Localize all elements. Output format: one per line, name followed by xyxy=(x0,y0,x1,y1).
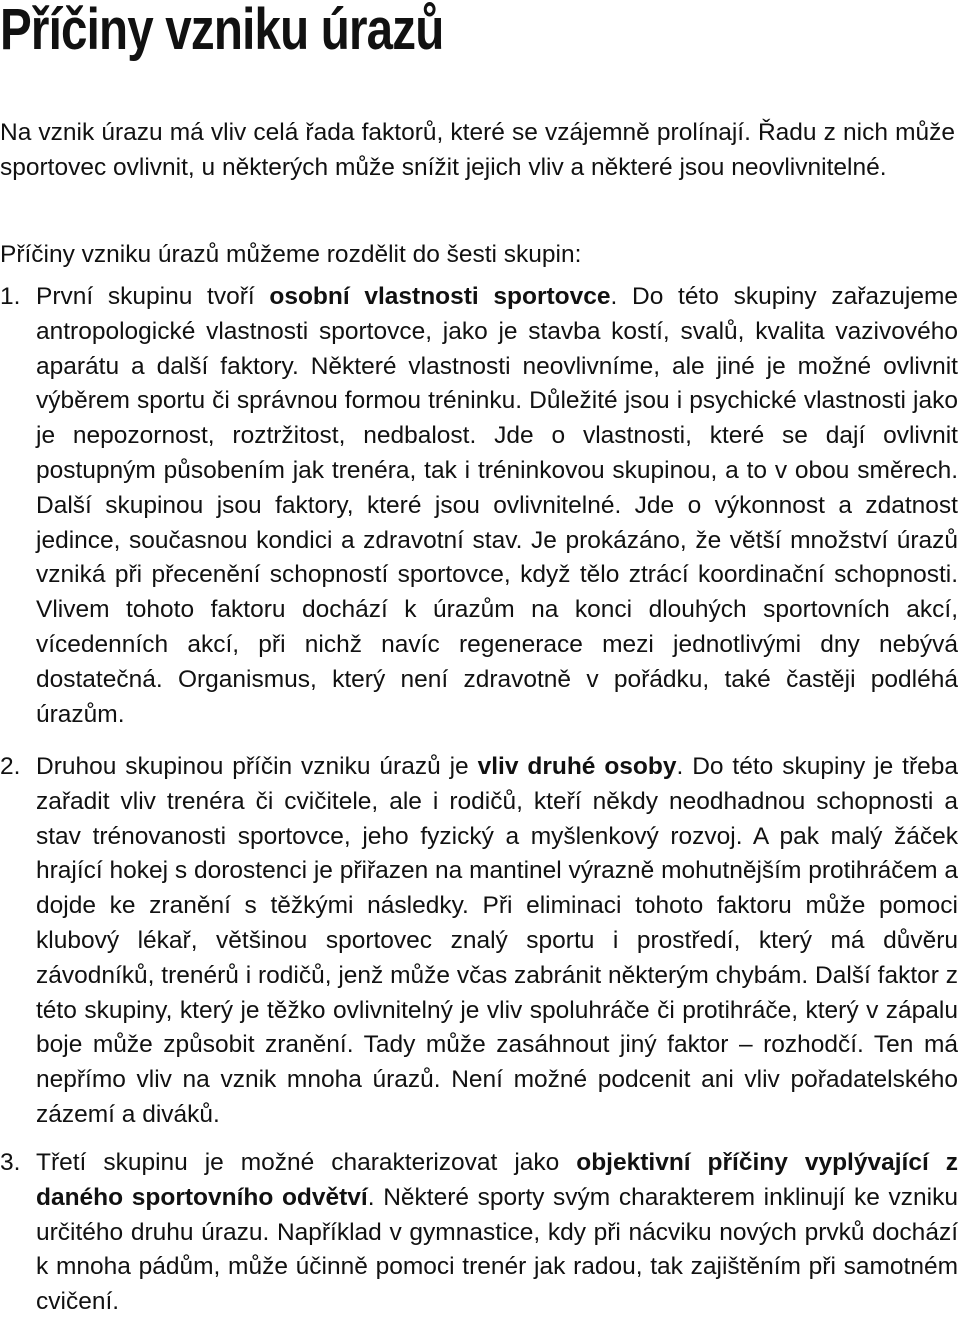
list-item-2 xyxy=(0,750,958,1133)
page-title: Příčiny vzniku úrazů xyxy=(0,0,444,62)
item-text-start: První skupinu tvoří xyxy=(36,283,270,310)
list-item-text xyxy=(36,280,958,732)
item-key-phrase: objektivní příčiny vyplývající z daného sportovního odvětví xyxy=(36,1149,958,1211)
item-text-start: Třetí skupinu je možné charakterizovat jako xyxy=(36,1149,577,1176)
list-item-text xyxy=(36,750,958,1133)
item-text-rest: . Některé sporty svým charakterem inklinují ke vzniku určitého druhu úrazu. Například v gymnastice, kdy při nácviku nových prvků dochází k mnoha pádům, může účinně pomoci trenér jak radou, tak zajištěním při samotném cvičení. xyxy=(36,1183,958,1316)
item-key-phrase: osobní vlastnosti sportovce xyxy=(269,283,611,310)
list-item-1 xyxy=(0,280,958,732)
item-text-start: Druhou skupinou příčin vzniku úrazů je xyxy=(36,753,478,780)
item-text-rest: . Do této skupiny je třeba zařadit vliv trenéra či cvičitele, ale i rodičů, kteří někdy neodhadnou schopnosti a stav trénovanosti sportovce, jeho fyzický a myšlenkový rozvoj. A pak malý žáček hrající hokej s dorostenci je přiřazen na mantinel výrazně mohutnějším protihráčem a dojde ke zranění s těžkými následky. Při eliminaci tohoto faktoru může pomoci klubový lékař, většinou sportovec znalý sportu i prostředí, který má důvěru závodníků, trenérů i rodičů, jenž může včas zabránit některým chybám. Další faktor z této skupiny, který je těžko ovlivnitelný je vliv spoluhráče či protihráče, který v zápalu boje může způsobit zranění. Tady může zasáhnout jiný faktor – rozhodčí. Ten má nepřímo vliv na vznik mnoha úrazů. Není možné podcenit ani vliv pořadatelského zázemí a diváků. xyxy=(36,753,958,1128)
list-number: 3. xyxy=(0,1149,21,1176)
item-text-rest: . Do této skupiny zařazujeme antropologické vlastnosti sportovce, jako je stavba kostí, svalů, kvalita vazivového aparátu a další faktory. Některé vlastnosti neovlivníme, ale jiné je možné ovlivnit výběrem sportu či správnou formou tréninku. Důležité jsou i psychické vlastnosti jako je nepozornost, roztržitost, nedbalost. Jde o vlastnosti, které se dají ovlivnit postupným působením jak trenéra, tak i tréninkovou skupinou, a to v obou směrech. Další skupinou jsou faktory, které jsou ovlivnitelné. Jde o výkonnost a zdatnost jedince, současnou kondici a zdravotní stav. Je prokázáno, že větší množství úrazů vzniká při přecenění schopností sportovce, když tělo ztrácí koordinační schopnosti. Vlivem tohoto faktoru dochází k úrazům na konci dlouhých sportovních akcí, vícedenních akcí, při nichž navíc regenerace mezi jednotlivými dny nebývá dostatečná. Organismus, který není zdravotně v pořádku, také častěji podléhá úrazům. xyxy=(36,283,958,728)
intro-paragraph: Na vznik úrazu má vliv celá řada faktorů, které se vzájemně prolínají. Řadu z nich může sportovec ovlivnit, u některých může snížit jejich vliv a některé jsou neovlivnitelné. xyxy=(0,119,955,181)
list-number: 1. xyxy=(0,283,21,310)
list-item-text xyxy=(36,1146,958,1320)
list-number: 2. xyxy=(0,753,21,780)
item-key-phrase: vliv druhé osoby xyxy=(477,753,677,780)
list-item-3 xyxy=(0,1146,958,1320)
lead-paragraph: Příčiny vzniku úrazů můžeme rozdělit do šesti skupin: xyxy=(0,241,582,268)
